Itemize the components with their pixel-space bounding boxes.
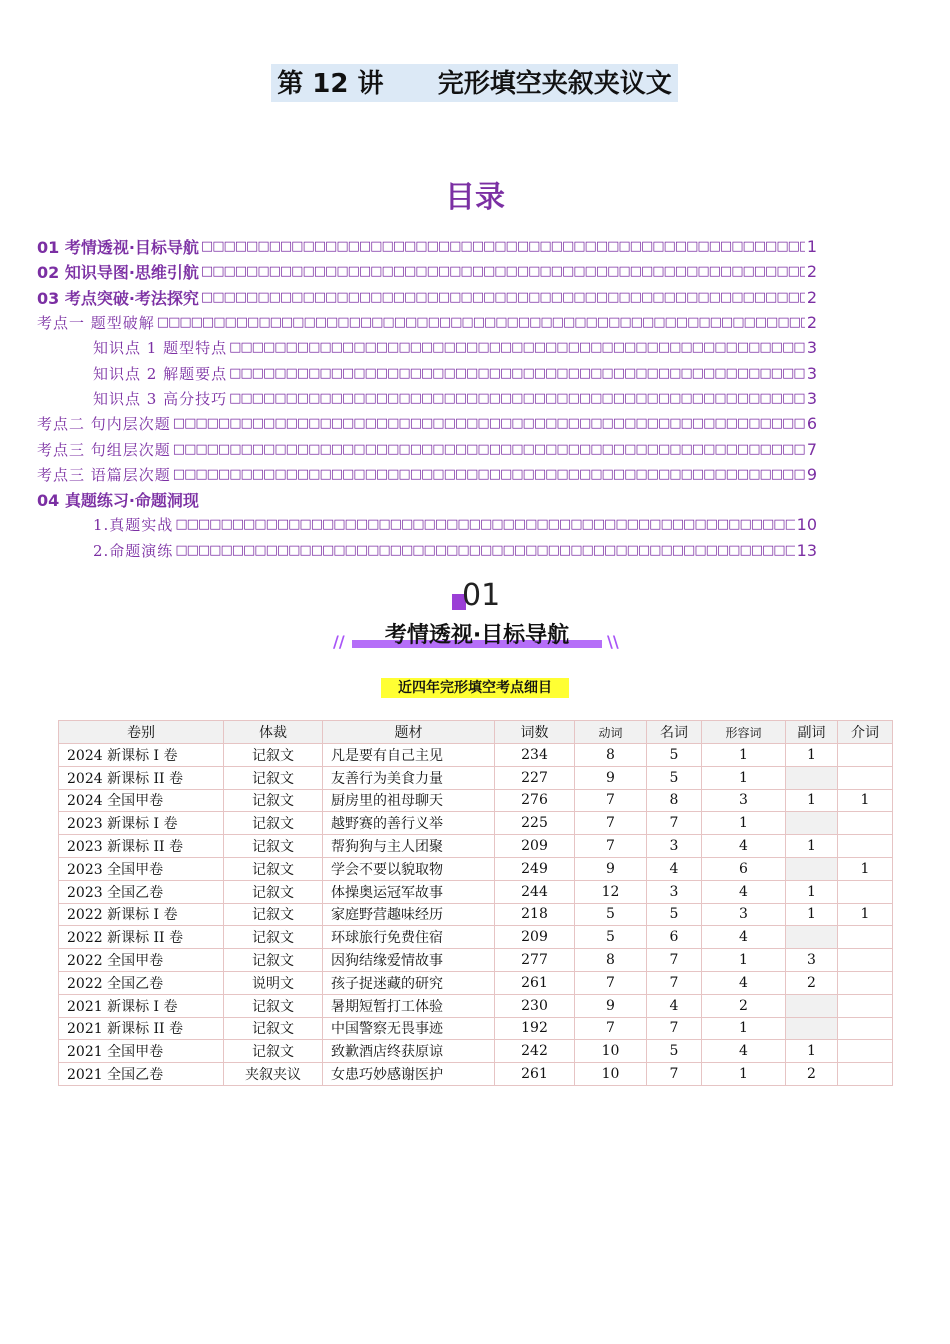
toc-entry-label: 02 知识导图·思维引航	[37, 263, 199, 283]
table-cell: 2021 全国乙卷	[59, 1063, 224, 1086]
toc-dot-leader	[201, 290, 805, 305]
table-cell	[838, 949, 893, 972]
table-row	[59, 926, 893, 949]
toc-entry-page: 1	[806, 237, 817, 257]
table-cell: 227	[495, 766, 575, 789]
table-cell	[838, 1040, 893, 1063]
toc-entry[interactable]	[37, 436, 817, 461]
table-cell	[838, 744, 893, 767]
table-cell: 记叙文	[224, 949, 323, 972]
table-cell	[786, 766, 838, 789]
table-cell: 5	[647, 1040, 702, 1063]
table-cell: 5	[647, 903, 702, 926]
table-cell: 5	[647, 744, 702, 767]
table-cell	[786, 926, 838, 949]
toc-entry[interactable]	[37, 234, 817, 259]
table-row	[59, 744, 893, 767]
table-header-cell: 副词	[786, 721, 838, 744]
table-cell: 2024 新课标 I 卷	[59, 744, 224, 767]
table-cell: 体操奥运冠军故事	[323, 880, 495, 903]
table-cell	[786, 812, 838, 835]
table-cell	[786, 994, 838, 1017]
table-cell: 1	[702, 949, 786, 972]
table-cell: 环球旅行免费住宿	[323, 926, 495, 949]
toc-dot-leader	[157, 315, 805, 330]
table-cell: 261	[495, 971, 575, 994]
toc-entry-page: 6	[806, 414, 817, 434]
slash-decoration-left: //	[333, 632, 345, 651]
toc-entry[interactable]	[37, 386, 817, 411]
table-cell: 1	[786, 903, 838, 926]
toc-entry-page: 7	[806, 439, 817, 459]
table-cell: 3	[702, 789, 786, 812]
toc-dot-leader	[173, 442, 805, 457]
table-cell: 3	[647, 835, 702, 858]
table-cell: 5	[647, 766, 702, 789]
section-title: 考情透视·目标导航	[384, 623, 570, 648]
toc-entry[interactable]	[37, 512, 817, 537]
toc-dot-leader	[173, 467, 805, 482]
table-cell: 1	[786, 835, 838, 858]
table-cell: 8	[575, 744, 647, 767]
table-cell: 孩子捉迷藏的研究	[323, 971, 495, 994]
table-cell: 2023 全国甲卷	[59, 857, 224, 880]
toc-entry[interactable]	[37, 310, 817, 335]
table-cell: 7	[647, 949, 702, 972]
table-cell: 女患巧妙感谢医护	[323, 1063, 495, 1086]
table-header-cell: 体裁	[224, 721, 323, 744]
toc-entry-page: 2	[806, 313, 817, 333]
toc-entry-page: 3	[806, 363, 817, 383]
table-cell: 1	[702, 812, 786, 835]
slash-decoration-right: \\	[607, 632, 619, 651]
toc-dot-leader	[201, 264, 805, 279]
table-cell: 7	[647, 812, 702, 835]
toc-entry-label: 04 真题练习·命题洞现	[37, 491, 199, 511]
toc-heading: 目录	[445, 180, 505, 215]
table-cell	[838, 880, 893, 903]
toc-entry[interactable]	[37, 335, 817, 360]
table-row	[59, 949, 893, 972]
table-cell: 记叙文	[224, 1017, 323, 1040]
table-cell: 4	[647, 857, 702, 880]
table-cell: 8	[647, 789, 702, 812]
toc-entry-page: 13	[796, 540, 817, 560]
table-cell: 3	[786, 949, 838, 972]
toc-entry[interactable]	[37, 259, 817, 284]
toc-entry-label: 03 考点突破·考法探究	[37, 288, 199, 308]
table-cell: 234	[495, 744, 575, 767]
table-cell: 记叙文	[224, 926, 323, 949]
table-cell: 友善行为美食力量	[323, 766, 495, 789]
table-cell: 记叙文	[224, 994, 323, 1017]
toc-entry-label: 知识点 2 解题要点	[93, 364, 228, 383]
page-title: 第 12 讲 完形填空夹叙夹议文	[277, 69, 672, 99]
table-cell: 2022 新课标 I 卷	[59, 903, 224, 926]
table-cell: 242	[495, 1040, 575, 1063]
table-cell: 致歉酒店终获原谅	[323, 1040, 495, 1063]
table-cell: 7	[647, 971, 702, 994]
table-cell	[838, 1063, 893, 1086]
table-cell: 4	[702, 926, 786, 949]
toc-entry-page: 3	[806, 338, 817, 358]
table-cell: 9	[575, 857, 647, 880]
table-cell: 家庭野营趣味经历	[323, 903, 495, 926]
table-row	[59, 971, 893, 994]
table-cell: 2	[786, 971, 838, 994]
toc-entry[interactable]	[37, 462, 817, 487]
table-row	[59, 766, 893, 789]
toc-dot-leader	[229, 391, 805, 406]
table-cell: 2	[702, 994, 786, 1017]
table-cell: 记叙文	[224, 880, 323, 903]
table-cell: 1	[838, 903, 893, 926]
section-number: 01	[462, 578, 501, 613]
table-cell: 1	[838, 857, 893, 880]
toc-dot-leader	[229, 340, 805, 355]
toc-dot-leader	[201, 239, 805, 254]
table-cell: 5	[575, 926, 647, 949]
table-cell: 7	[575, 971, 647, 994]
toc-entry[interactable]	[37, 285, 817, 310]
table-cell: 2021 新课标 I 卷	[59, 994, 224, 1017]
table-header-cell: 卷别	[59, 721, 224, 744]
toc-entry-label: 2.命题演练	[93, 541, 174, 560]
table-cell: 记叙文	[224, 857, 323, 880]
table-cell: 7	[647, 1017, 702, 1040]
table-cell: 1	[786, 880, 838, 903]
toc-entry-label: 知识点 3 高分技巧	[93, 389, 228, 408]
table-header-row	[59, 721, 893, 744]
table-cell: 2023 新课标 I 卷	[59, 812, 224, 835]
table-cell: 9	[575, 994, 647, 1017]
table-cell: 7	[575, 812, 647, 835]
table-header-cell: 动词	[575, 721, 647, 744]
table-cell	[838, 766, 893, 789]
toc-entry[interactable]	[37, 487, 817, 512]
table-cell: 7	[575, 835, 647, 858]
toc-entry-label: 考点二 句内层次题	[37, 415, 171, 434]
exam-table	[58, 720, 893, 1086]
table-cell: 记叙文	[224, 744, 323, 767]
table-cell	[838, 812, 893, 835]
table-cell: 9	[575, 766, 647, 789]
toc-dot-leader	[229, 366, 805, 381]
table-cell: 12	[575, 880, 647, 903]
table-cell: 2022 新课标 II 卷	[59, 926, 224, 949]
table-row	[59, 812, 893, 835]
table-cell: 凡是要有自己主见	[323, 744, 495, 767]
table-cell: 10	[575, 1063, 647, 1086]
table-cell: 261	[495, 1063, 575, 1086]
table-cell: 6	[702, 857, 786, 880]
table-cell: 记叙文	[224, 1040, 323, 1063]
table-header-cell: 词数	[495, 721, 575, 744]
table-cell: 230	[495, 994, 575, 1017]
table-cell: 1	[702, 1063, 786, 1086]
toc-entry-label: 知识点 1 题型特点	[93, 339, 228, 358]
table-row	[59, 1063, 893, 1086]
table-cell: 276	[495, 789, 575, 812]
table-cell: 8	[575, 949, 647, 972]
table-cell: 2021 新课标 II 卷	[59, 1017, 224, 1040]
table-cell: 1	[786, 789, 838, 812]
table-cell: 夹叙夹议	[224, 1063, 323, 1086]
table-cell: 209	[495, 835, 575, 858]
table-cell: 1	[702, 744, 786, 767]
table-cell: 192	[495, 1017, 575, 1040]
toc-dot-leader	[173, 416, 805, 431]
table-cell: 5	[575, 903, 647, 926]
toc-entry-page: 3	[806, 388, 817, 408]
table-header-cell: 形容词	[702, 721, 786, 744]
table-cell: 2021 全国甲卷	[59, 1040, 224, 1063]
table-cell	[838, 1017, 893, 1040]
table-cell: 3	[702, 903, 786, 926]
table-cell: 2022 全国甲卷	[59, 949, 224, 972]
table-cell: 厨房里的祖母聊天	[323, 789, 495, 812]
toc-entry-label: 1.真题实战	[93, 516, 174, 535]
table-cell: 中国警察无畏事迹	[323, 1017, 495, 1040]
table-cell: 暑期短暂打工体验	[323, 994, 495, 1017]
table-cell: 10	[575, 1040, 647, 1063]
toc-entry-label: 考点三 句组层次题	[37, 440, 171, 459]
table-row	[59, 880, 893, 903]
table-cell	[838, 994, 893, 1017]
toc-dot-leader	[175, 543, 794, 558]
toc-entry[interactable]	[37, 411, 817, 436]
table-cell: 3	[647, 880, 702, 903]
table-row	[59, 835, 893, 858]
table-cell: 4	[702, 971, 786, 994]
table-cell: 2023 全国乙卷	[59, 880, 224, 903]
table-cell: 记叙文	[224, 903, 323, 926]
table-cell: 209	[495, 926, 575, 949]
table-cell: 因狗结缘爱情故事	[323, 949, 495, 972]
table-cell: 1	[702, 1017, 786, 1040]
table-cell: 4	[702, 835, 786, 858]
toc-entry-label: 01 考情透视·目标导航	[37, 238, 199, 258]
table-cell: 7	[575, 789, 647, 812]
table-row	[59, 857, 893, 880]
table-row	[59, 1017, 893, 1040]
toc-entry-page: 2	[806, 262, 817, 282]
toc-entry-page: 9	[806, 464, 817, 484]
table-cell: 记叙文	[224, 789, 323, 812]
table-cell	[786, 857, 838, 880]
table-cell: 说明文	[224, 971, 323, 994]
table-cell: 7	[647, 1063, 702, 1086]
table-cell: 4	[702, 880, 786, 903]
table-cell	[838, 835, 893, 858]
table-cell: 249	[495, 857, 575, 880]
table-header-cell: 名词	[647, 721, 702, 744]
table-cell: 218	[495, 903, 575, 926]
table-cell: 记叙文	[224, 812, 323, 835]
table-cell: 2022 全国乙卷	[59, 971, 224, 994]
table-cell: 2	[786, 1063, 838, 1086]
table-cell: 记叙文	[224, 835, 323, 858]
table-header-cell: 介词	[838, 721, 893, 744]
table-cell: 学会不要以貌取物	[323, 857, 495, 880]
toc-entry[interactable]	[37, 360, 817, 385]
table-cell: 1	[786, 744, 838, 767]
table-of-contents	[37, 234, 817, 563]
table-cell: 1	[838, 789, 893, 812]
table-cell: 244	[495, 880, 575, 903]
toc-entry[interactable]	[37, 538, 817, 563]
table-cell	[786, 1017, 838, 1040]
table-cell: 4	[702, 1040, 786, 1063]
table-cell: 越野赛的善行义举	[323, 812, 495, 835]
table-cell: 4	[647, 994, 702, 1017]
table-cell	[838, 971, 893, 994]
table-cell: 记叙文	[224, 766, 323, 789]
table-cell: 6	[647, 926, 702, 949]
table-cell	[838, 926, 893, 949]
toc-entry-page: 2	[806, 287, 817, 307]
toc-dot-leader	[175, 517, 794, 532]
table-cell: 225	[495, 812, 575, 835]
table-header-cell: 题材	[323, 721, 495, 744]
toc-entry-label: 考点三 语篇层次题	[37, 465, 171, 484]
table-cell: 2024 新课标 II 卷	[59, 766, 224, 789]
table-cell: 1	[702, 766, 786, 789]
table-cell: 277	[495, 949, 575, 972]
table-row	[59, 1040, 893, 1063]
table-cell: 2024 全国甲卷	[59, 789, 224, 812]
table-cell: 7	[575, 1017, 647, 1040]
table-cell: 1	[786, 1040, 838, 1063]
table-row	[59, 994, 893, 1017]
table-caption: 近四年完形填空考点细目	[398, 680, 552, 696]
table-row	[59, 789, 893, 812]
toc-entry-label: 考点一 题型破解	[37, 314, 155, 333]
table-cell: 2023 新课标 II 卷	[59, 835, 224, 858]
toc-entry-page: 10	[796, 515, 817, 535]
table-row	[59, 903, 893, 926]
table-cell: 帮狗狗与主人团聚	[323, 835, 495, 858]
